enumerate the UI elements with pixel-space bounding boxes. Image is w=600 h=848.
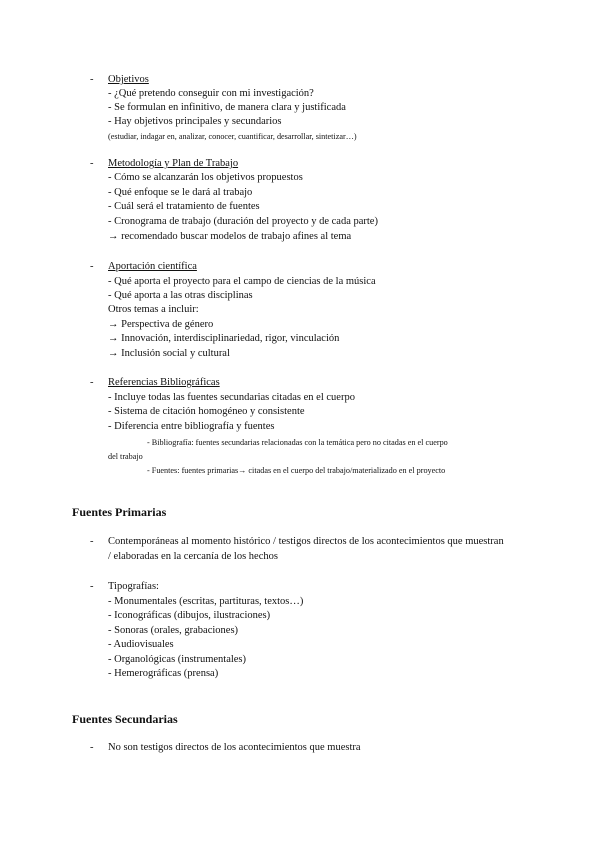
primarias-item-line: Contemporáneas al momento histórico / testigos directos de los acontecimientos que muestran [108,536,504,547]
bullet-dash: - [90,536,94,547]
section-heading-referencias: Referencias Bibliográficas [108,377,220,388]
bullet-dash: - [90,261,94,272]
aportacion-line: Otros temas a incluir: [108,304,199,315]
aportacion-line: - Qué aporta el proyecto para el campo de ciencias de la música [108,276,376,287]
aportacion-line: → Perspectiva de género [108,319,214,330]
fuentes-primarias-title: Fuentes Primarias [72,505,167,519]
objetivos-line: - ¿Qué pretendo conseguir con mi investigación? [108,88,314,99]
bullet-dash: - [90,74,94,85]
bullet-dash: - [90,581,94,592]
bullet-dash: - [90,158,94,169]
referencias-line: - Sistema de citación homogéneo y consistente [108,406,305,417]
referencias-line: - Diferencia entre bibliografía y fuentes [108,421,275,432]
objetivos-line: (estudiar, indagar en, analizar, conocer, cuantificar, desarrollar, sintetizar…) [108,132,357,141]
referencias-subline: - Bibliografía: fuentes secundarias relacionadas con la temática pero no citadas en el cuerpo [147,438,448,447]
aportacion-line: → Inclusión social y cultural [108,348,230,359]
tipografia-item: - Sonoras (orales, grabaciones) [108,625,239,636]
fuentes-secundarias-title: Fuentes Secundarias [72,712,178,726]
objetivos-line: - Se formulan en infinitivo, de manera clara y justificada [108,102,346,113]
bullet-dash: - [90,377,94,388]
tipografia-item: - Hemerográficas (prensa) [108,668,219,679]
referencias-subline: del trabajo [108,452,143,461]
tipografia-item: - Organológicas (instrumentales) [108,654,247,665]
section-heading-objetivos: Objetivos [108,74,149,85]
tipografias-label: Tipografías: [108,581,159,592]
bullet-dash: - [90,742,94,753]
metodologia-line: - Qué enfoque se le dará al trabajo [108,187,253,198]
metodologia-line: → recomendado buscar modelos de trabajo afines al tema [108,231,352,242]
section-heading-aportacion: Aportación científica [108,261,197,272]
referencias-line: - Incluye todas las fuentes secundarias citadas en el cuerpo [108,392,355,403]
tipografia-item: - Audiovisuales [108,639,174,650]
secundarias-item-line: No son testigos directos de los acontecimientos que muestra [108,742,361,753]
tipografia-item: - Iconográficas (dibujos, ilustraciones) [108,610,271,621]
metodologia-line: - Cronograma de trabajo (duración del proyecto y de cada parte) [108,216,378,227]
metodologia-line: - Cuál será el tratamiento de fuentes [108,201,260,212]
referencias-subline: - Fuentes: fuentes primarias→ citadas en el cuerpo del trabajo/materializado en el proyecto [147,466,446,475]
objetivos-line: - Hay objetivos principales y secundarios [108,116,282,127]
metodologia-line: - Cómo se alcanzarán los objetivos propuestos [108,172,303,183]
tipografia-item: - Monumentales (escritas, partituras, textos…) [108,596,304,607]
primarias-item-line: / elaboradas en la cercanía de los hechos [108,551,278,562]
aportacion-line: - Qué aporta a las otras disciplinas [108,290,253,301]
section-heading-metodologia: Metodología y Plan de Trabajo [108,158,239,169]
aportacion-line: → Innovación, interdisciplinariedad, rigor, vinculación [108,333,340,344]
